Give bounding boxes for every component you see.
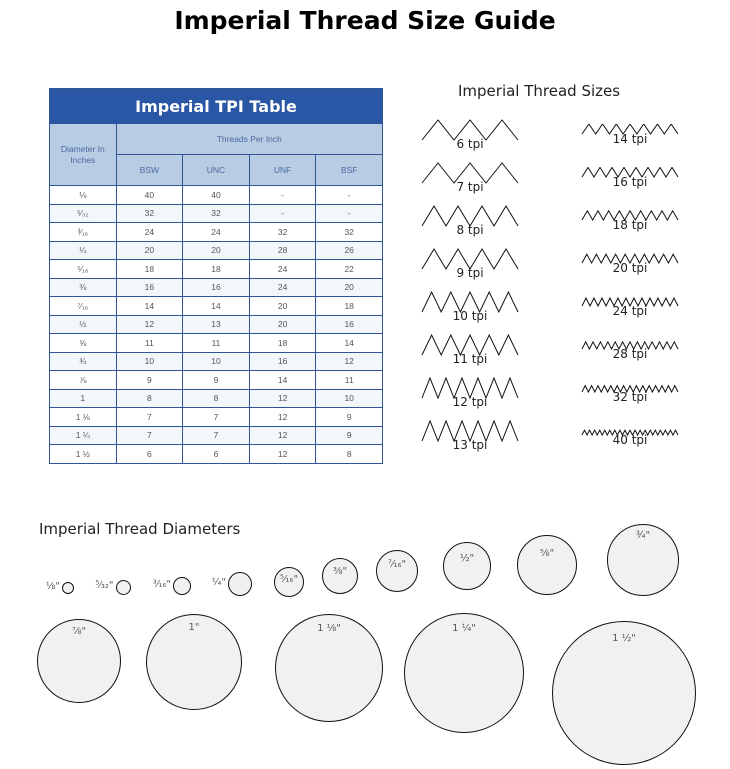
tpi-cell: 20 (116, 241, 183, 260)
tpi-cell: 18 (249, 334, 316, 353)
table-row (50, 241, 383, 260)
tpi-cell: 16 (183, 278, 250, 297)
tpi-cell: 40 (183, 186, 250, 205)
diameter-cell: ¼ (50, 241, 117, 260)
tpi-cell: 10 (183, 352, 250, 371)
diameter-label: ⁵⁄₃₂" (95, 580, 114, 591)
tpi-cell: 7 (183, 408, 250, 427)
tpi-cell: 32 (183, 204, 250, 223)
column-header-unf: UNF (249, 155, 316, 186)
thread-tpi-label: 12 tpi (452, 395, 488, 409)
thread-sample (580, 210, 680, 246)
thread-sample (580, 253, 680, 289)
tpi-cell: 16 (316, 315, 383, 334)
diameter-label: ½" (459, 552, 475, 564)
column-header-unc: UNC (183, 155, 250, 186)
diameter-label: 1 ½" (612, 632, 636, 644)
table-row (50, 315, 383, 334)
diameter-label: ⅜" (332, 565, 348, 577)
diameter-cell: 1 ½ (50, 445, 117, 464)
tpi-cell: 7 (116, 426, 183, 445)
tpi-cell: 6 (183, 445, 250, 464)
table-row (50, 334, 383, 353)
tpi-cell: 7 (183, 426, 250, 445)
tpi-cell: 12 (116, 315, 183, 334)
tpi-cell: 14 (249, 371, 316, 390)
thread-sample (420, 333, 520, 369)
tpi-cell: 9 (316, 408, 383, 427)
tpi-cell: 24 (116, 223, 183, 242)
diameter-label: ³⁄₁₆" (152, 579, 171, 590)
tpi-cell: 12 (249, 408, 316, 427)
thread-sample (580, 425, 680, 461)
diameter-circle (116, 580, 131, 595)
thread-tpi-label: 9 tpi (456, 266, 484, 280)
tpi-cell: 12 (249, 426, 316, 445)
table-row (50, 408, 383, 427)
table-row (50, 352, 383, 371)
diameter-circle (62, 582, 74, 594)
thread-tpi-label: 7 tpi (456, 180, 484, 194)
diameter-cell: ½ (50, 315, 117, 334)
diameter-label: ¼" (211, 577, 226, 588)
tpi-cell: - (316, 204, 383, 223)
thread-tpi-label: 14 tpi (612, 132, 648, 146)
tpi-cell: - (316, 186, 383, 205)
thread-sample (580, 339, 680, 375)
diameter-circle (228, 572, 252, 596)
thread-sample (420, 419, 520, 455)
tpi-cell: 12 (316, 352, 383, 371)
diameter-label: ⅝" (539, 548, 555, 560)
diameter-label: 1" (188, 621, 200, 633)
tpi-cell: 24 (249, 278, 316, 297)
tpi-cell: 13 (183, 315, 250, 334)
thread-tpi-label: 8 tpi (456, 223, 484, 237)
tpi-cell: 26 (316, 241, 383, 260)
thread-sizes-title: Imperial Thread Sizes (458, 82, 621, 100)
table-row (50, 426, 383, 445)
table-row (50, 445, 383, 464)
diameter-label: 1 ¼" (452, 622, 476, 634)
diameter-cell: ⁵⁄₃₂ (50, 204, 117, 223)
thread-sample (580, 124, 680, 160)
table-row (50, 278, 383, 297)
diameter-circle (443, 542, 491, 590)
thread-sample (420, 376, 520, 412)
thread-tpi-label: 32 tpi (612, 390, 648, 404)
thread-sample (420, 118, 520, 154)
tpi-cell: 11 (116, 334, 183, 353)
diameter-cell: ⁷⁄₁₆ (50, 297, 117, 316)
diameter-cell: 1 (50, 389, 117, 408)
thread-sample (420, 161, 520, 197)
diameter-circle (517, 535, 577, 595)
table-row (50, 186, 383, 205)
thread-sample (580, 296, 680, 332)
table-row (50, 204, 383, 223)
thread-tpi-label: 16 tpi (612, 175, 648, 189)
diameter-cell: ⁵⁄₁₆ (50, 260, 117, 279)
thread-sample (420, 247, 520, 283)
tpi-cell: 9 (316, 426, 383, 445)
table-caption: Imperial TPI Table (50, 89, 383, 124)
thread-diameters-title: Imperial Thread Diameters (39, 520, 241, 538)
diameter-cell: ¾ (50, 352, 117, 371)
tpi-cell: 10 (316, 389, 383, 408)
tpi-cell: 32 (116, 204, 183, 223)
thread-sample (580, 167, 680, 203)
diameter-label: ¾" (635, 529, 651, 541)
thread-tpi-label: 24 tpi (612, 304, 648, 318)
thread-tpi-label: 10 tpi (452, 309, 488, 323)
tpi-cell: 14 (316, 334, 383, 353)
tpi-cell: 18 (316, 297, 383, 316)
diameter-cell: ⅝ (50, 334, 117, 353)
tpi-cell: 20 (249, 315, 316, 334)
tpi-table (49, 88, 383, 464)
tpi-cell: 8 (116, 389, 183, 408)
tpi-cell: 16 (116, 278, 183, 297)
tpi-cell: 18 (183, 260, 250, 279)
tpi-cell: 9 (116, 371, 183, 390)
thread-sample (580, 382, 680, 418)
diameter-cell: ⅜ (50, 278, 117, 297)
tpi-cell: 9 (183, 371, 250, 390)
thread-tpi-label: 28 tpi (612, 347, 648, 361)
table-row (50, 371, 383, 390)
table-row (50, 223, 383, 242)
tpi-cell: 24 (183, 223, 250, 242)
diameter-cell: ⅞ (50, 371, 117, 390)
thread-tpi-label: 18 tpi (612, 218, 648, 232)
thread-tpi-label: 20 tpi (612, 261, 648, 275)
table-row (50, 297, 383, 316)
tpi-cell: 18 (116, 260, 183, 279)
diameter-cell: ⅛ (50, 186, 117, 205)
diameter-cell: 1 ¼ (50, 426, 117, 445)
tpi-cell: 14 (183, 297, 250, 316)
diameter-header: Diameter In Inches (50, 124, 117, 186)
diameter-circle (173, 577, 191, 595)
diameter-cell: 1 ⅛ (50, 408, 117, 427)
tpi-cell: 24 (249, 260, 316, 279)
tpi-cell: 32 (316, 223, 383, 242)
tpi-cell: 12 (249, 389, 316, 408)
table-row (50, 389, 383, 408)
tpi-cell: 11 (183, 334, 250, 353)
tpi-cell: 20 (316, 278, 383, 297)
diameter-circle (376, 550, 418, 592)
diameter-label: ⅞" (71, 625, 87, 637)
thread-sample (420, 204, 520, 240)
diameter-cell: ³⁄₁₆ (50, 223, 117, 242)
thread-tpi-label: 11 tpi (452, 352, 488, 366)
tpi-cell: 14 (116, 297, 183, 316)
thread-tpi-label: 13 tpi (452, 438, 488, 452)
thread-sample (420, 290, 520, 326)
thread-tpi-label: 40 tpi (612, 433, 648, 447)
diameter-label: ⁵⁄₁₆" (279, 573, 299, 585)
threads-per-inch-header: Threads Per Inch (116, 124, 382, 155)
tpi-table-body (50, 186, 383, 464)
tpi-cell: 28 (249, 241, 316, 260)
diameter-label: 1 ⅛" (317, 622, 341, 634)
diameter-label: ⅛" (45, 581, 60, 592)
tpi-cell: 8 (183, 389, 250, 408)
tpi-cell: - (249, 186, 316, 205)
tpi-cell: 7 (116, 408, 183, 427)
diameter-label: ⁷⁄₁₆" (387, 559, 407, 571)
page-title: Imperial Thread Size Guide (174, 6, 556, 35)
tpi-cell: 8 (316, 445, 383, 464)
table-row (50, 260, 383, 279)
tpi-cell: 6 (116, 445, 183, 464)
tpi-cell: 12 (249, 445, 316, 464)
column-header-bsf: BSF (316, 155, 383, 186)
tpi-cell: 20 (249, 297, 316, 316)
thread-tpi-label: 6 tpi (456, 137, 484, 151)
tpi-cell: 40 (116, 186, 183, 205)
tpi-cell: 32 (249, 223, 316, 242)
tpi-cell: 22 (316, 260, 383, 279)
column-header-bsw: BSW (116, 155, 183, 186)
tpi-cell: 16 (249, 352, 316, 371)
tpi-cell: 20 (183, 241, 250, 260)
tpi-cell: 11 (316, 371, 383, 390)
tpi-cell: - (249, 204, 316, 223)
tpi-cell: 10 (116, 352, 183, 371)
